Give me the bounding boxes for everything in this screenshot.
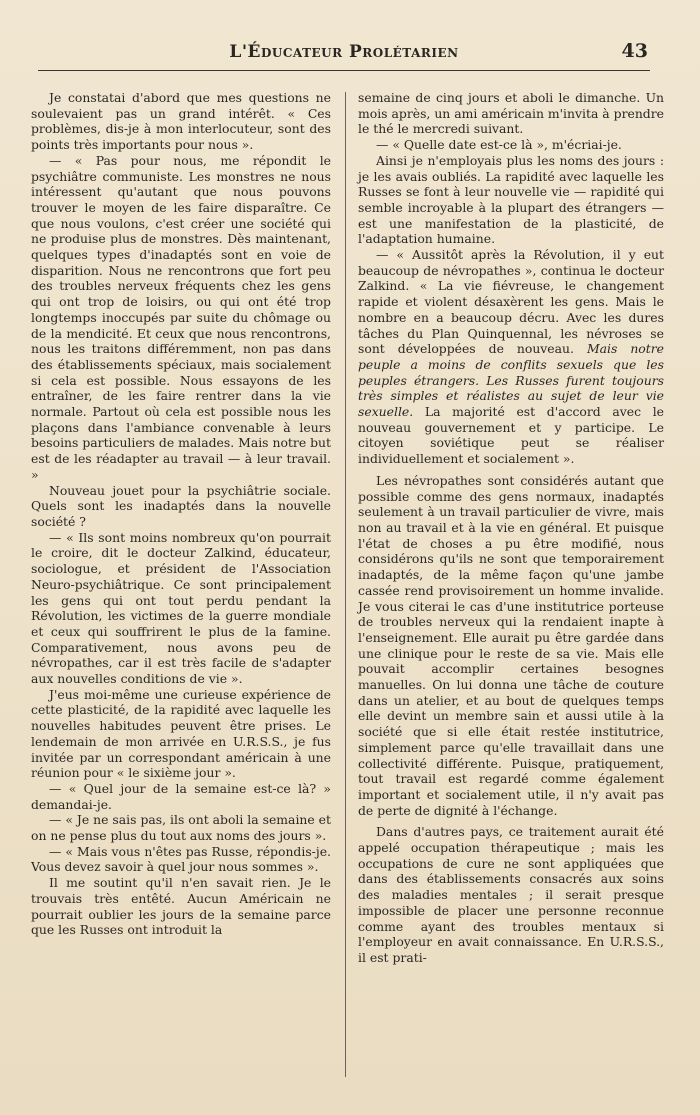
paragraph: — « Mais vous n'êtes pas Russe, répondis-je. Vous devez savoir à quel jour nous sommes ». — [31, 843, 331, 875]
column-divider — [345, 92, 346, 1077]
paragraph: Dans d'autres pays, ce traitement aurait été appelé occupation thérapeutique ; mais les occupations de cure ne sont appliquées que dans des établissements consacrés aux soins des maladies mentales ; il serait presque impossible de placer une personne reconnue comme ayant des troubles mentaux si l'employeur en avait connaissance. En U.R.S.S., il est prati- — [358, 824, 664, 965]
paragraph: Il me soutint qu'il n'en savait rien. Je le trouvais très entêté. Aucun Américain ne pourrait oublier les jours de la semaine parce que les Russes ont introduit la — [31, 875, 331, 938]
paragraph: Les névropathes sont considérés autant que possible comme des gens normaux, inadaptés seulement à un travail particulier de vivre, mais non au travail et à la vie en général. Et puisque l'état de choses a pu être modifié, nous considérons qu'ils ne sont que temporairement inadaptés, de la même façon qu'une jambe cassée rend provisoirement un homme invalide. Je vous citerai le cas d'une institutrice porteuse de troubles nerveux qui la rendaient inapte à l'enseignement. Elle aurait pu être gardée dans une clinique pour le reste de sa vie. Mais elle pouvait accomplir certaines besognes manuelles. On lui donna une tâche de couture dans un atelier, et au bout de quelques temps elle devint un membre sain et aussi utile à la société que si elle était restée institutrice, simplement parce qu'elle travaillait dans une collectivité différente. Puisque, pratiquement, tout travail est regardé comme également important et socialement utile, il n'y avait pas de perte de dignité à l'échange. — [358, 472, 664, 818]
page-number: 43 — [621, 40, 648, 62]
right-column — [358, 90, 664, 966]
paragraph: J'eus moi-même une curieuse expérience de cette plasticité, de la rapidité avec laquelle les nouvelles habitudes peuvent être prises. Le lendemain de mon arrivée en U.R.S.S., je fus invitée par un correspondant américain à une réunion pour « le sixième jour ». — [31, 686, 331, 781]
running-title: L'Éducateur Prolétarien — [229, 42, 459, 62]
paragraph — [358, 247, 664, 467]
paragraph: Nouveau jouet pour la psychiâtrie sociale. Quels sont les inadaptés dans la nouvelle société ? — [31, 482, 331, 529]
paragraph: Ainsi je n'employais plus les noms des jours : je les avais oubliés. La rapidité avec laquelle les Russes se font à leur nouvelle vie — rapidité qui semble incroyable à la plupart des étrangers — est une manifestation de la plasticité, de l'adaptation humaine. — [358, 152, 664, 247]
paragraph: — « Quelle date est-ce là », m'écriai-je. — [376, 137, 622, 153]
running-header — [38, 40, 650, 71]
paragraph-continuation: semaine de cinq jours et aboli le dimanche. Un mois après, un ami américain m'invita à prendre le thé le mercredi suivant. — [358, 90, 664, 137]
paragraph: — « Pas pour nous, me répondit le psychiâtre communiste. Les monstres ne nous intéressent qu'autant que nous pouvons trouver le moyen de les faire disparaître. Ce que nous voulons, c'est créer une société qui ne produise plus de monstres. Dès maintenant, quelques types d'inadaptés sont en voie de disparition. Nous ne rencontrons que fort peu des troubles nerveux fréquents chez les gens qui ont trop de loisirs, ou qui ont été trop longtemps inoccupés par suite du chômage ou de la mendicité. Et ceux que nous rencontrons, nous les traitons différemment, non pas dans des établissements spéciaux, mais socialement si cela est possible. Nous essayons de les entraîner, de les faire rentrer dans la vie normale. Partout où cela est possible nous les plaçons dans l'ambiance convenable à leurs besoins particuliers de malades. Mais notre but est de les réadapter au travail — à leur travail. » — [31, 152, 331, 482]
left-column — [31, 90, 331, 938]
italic-passage: Mais notre peuple a moins de conflits sexuels que les peuples étrangers. Les Russes furent toujours très simples et réalistes au sujet de leur vie sexuelle. — [358, 341, 664, 420]
paragraph-text: — « Aussitôt après la Révolution, il y eut beaucoup de névropathes », continua le docteur Zalkind. « La vie fiévreuse, le changement rapide et violent désaxèrent les gens. Mais le nombre en a beaucoup décru. Avec les dures tâches du Plan Quinquennal, les névroses se sont développées de nouveau. — [358, 247, 664, 357]
paragraph: Je constatai d'abord que mes questions ne soulevaient pas un grand intérêt. « Ces problèmes, dis-je à mon interlocuteur, sont des points très importants pour nous ». — [31, 90, 331, 153]
paragraph: — « Je ne sais pas, ils ont aboli la semaine et on ne pense plus du tout aux noms des jours ». — [31, 812, 331, 844]
paragraph: — « Ils sont moins nombreux qu'on pourrait le croire, dit le docteur Zalkind, éducateur, sociologue, et président de l'Association Neuro-psychiâtrique. Ce sont principalement les gens qui ont tout perdu pendant la Révolution, les victimes de la guerre mondiale et ceux qui souffrirent le plus de la famine. Comparativement, nous avons peu de névropathes, car il est très facile de s'adapter aux nouvelles conditions de vie ». — [31, 529, 331, 687]
paragraph-text: La majorité est d'accord avec le nouveau gouvernement et y participe. Le citoyen soviétique peut se réaliser individuellement et socialement ». — [358, 404, 664, 467]
paragraph: — « Quel jour de la semaine est-ce là? » demandai-je. — [31, 780, 331, 812]
